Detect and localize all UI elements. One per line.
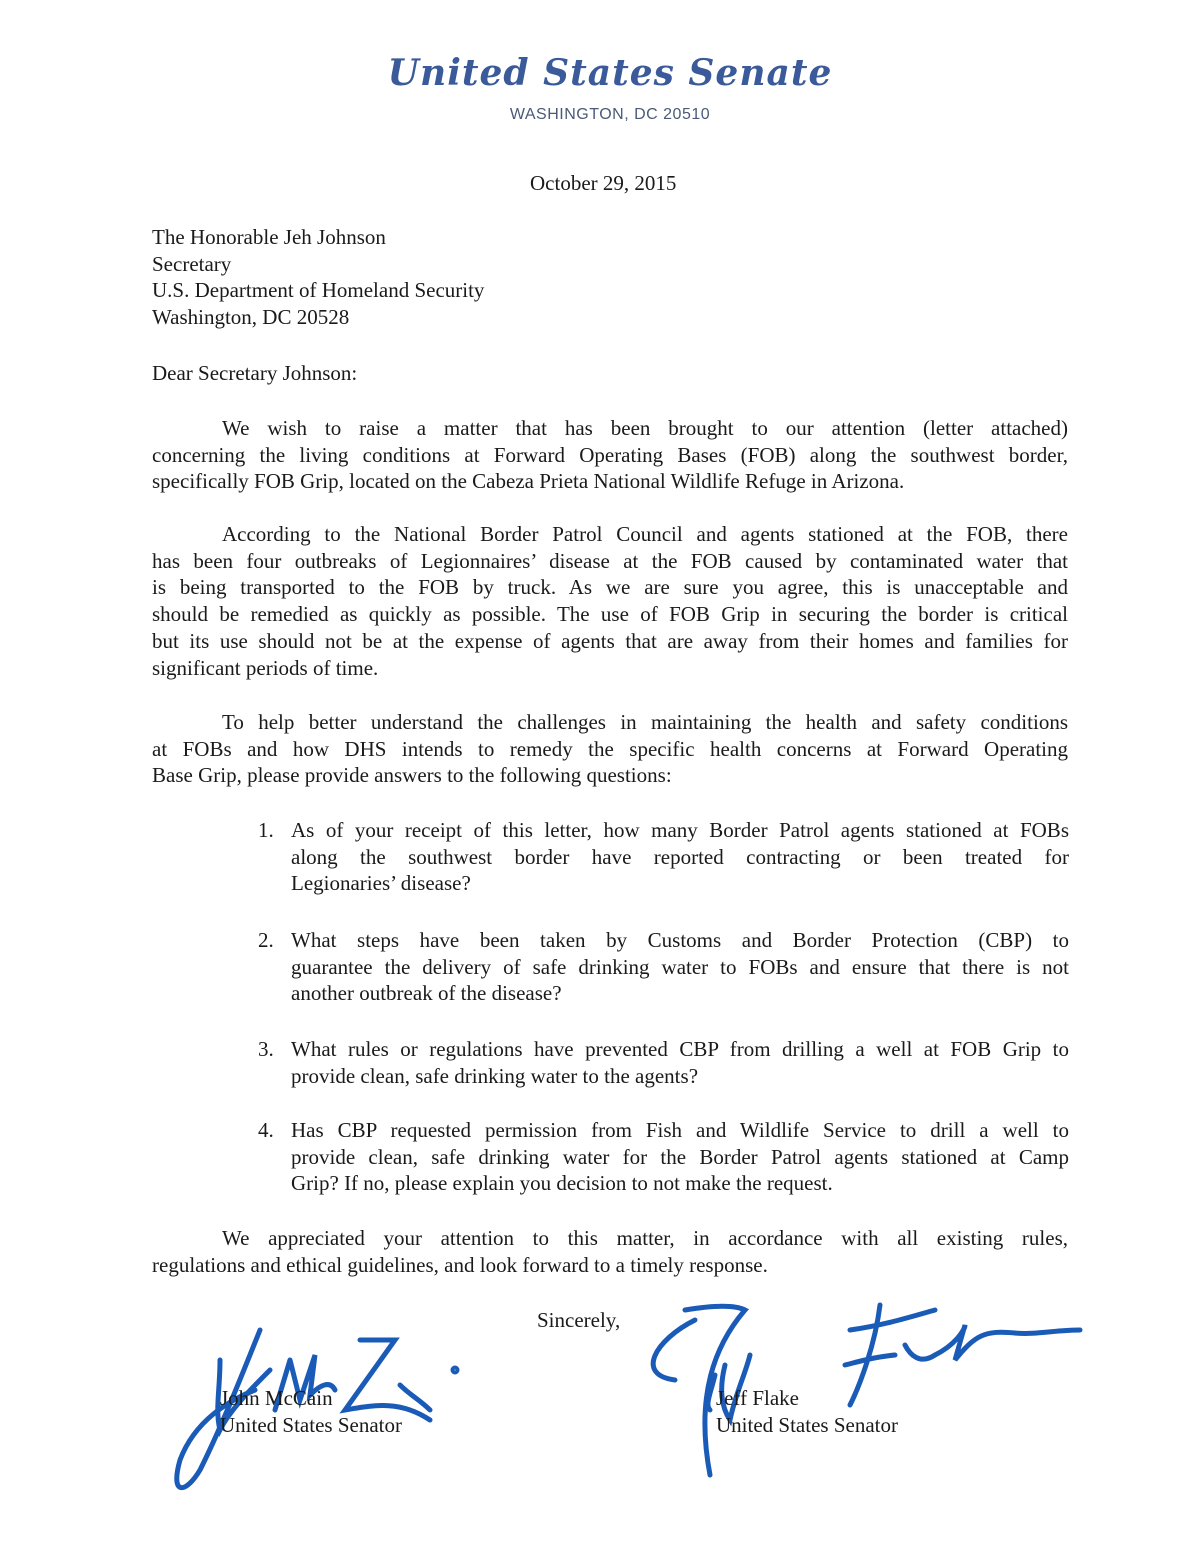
signatory-title: United States Senator	[716, 1412, 898, 1437]
text-line: As of your receipt of this letter, how many Border Patrol agents stationed at FOBs	[291, 818, 1069, 842]
text-line: provide clean, safe drinking water for the Border Patrol agents stationed at Camp	[291, 1144, 1069, 1169]
question-1	[291, 817, 1069, 897]
signatory-title: United States Senator	[220, 1412, 402, 1437]
text-line: is being transported to the FOB by truck. As we are sure you agree, this is unacceptable and	[152, 575, 1068, 600]
text-line: According to the National Border Patrol Council and agents stationed at the FOB, there	[222, 522, 1068, 546]
text-line: but its use should not be at the expense of agents that are away from their homes and families for	[152, 628, 1068, 653]
question-2	[291, 927, 1069, 1007]
recipient-line: Washington, DC 20528	[152, 305, 350, 330]
text-line: To help better understand the challenges in maintaining the health and safety conditions	[222, 710, 1068, 734]
question-number: 4.	[258, 1118, 274, 1142]
signatory-name: John McCain	[220, 1386, 333, 1410]
question-4	[291, 1117, 1069, 1197]
closing: Sincerely,	[537, 1308, 621, 1332]
letterhead-address: WASHINGTON, DC 20510	[509, 106, 711, 123]
text-line: significant periods of time.	[152, 655, 379, 680]
recipient-line: Secretary	[152, 251, 232, 276]
text-line: along the southwest border have reported contracting or been treated for	[291, 844, 1069, 869]
text-line: concerning the living conditions at Forward Operating Bases (FOB) along the southwest border,	[152, 442, 1068, 467]
paragraph-1	[152, 415, 1068, 495]
text-line: guarantee the delivery of safe drinking water to FOBs and ensure that there is not	[291, 954, 1069, 979]
signatory-mccain	[220, 1385, 402, 1438]
signatory-flake	[716, 1385, 898, 1438]
letterhead-title: United States Senate	[387, 52, 833, 94]
text-line: Has CBP requested permission from Fish and Wildlife Service to drill a well to	[291, 1118, 1069, 1142]
text-line: regulations and ethical guidelines, and look forward to a timely response.	[152, 1252, 768, 1277]
letter-date: October 29, 2015	[530, 171, 677, 195]
question-number: 3.	[258, 1037, 274, 1061]
recipient-line: U.S. Department of Homeland Security	[152, 278, 485, 303]
question-number: 2.	[258, 928, 274, 952]
question-3	[291, 1036, 1069, 1089]
text-line: specifically FOB Grip, located on the Cabeza Prieta National Wildlife Refuge in Arizona.	[152, 469, 905, 494]
text-line: Base Grip, please provide answers to the following questions:	[152, 763, 672, 788]
text-line: We wish to raise a matter that has been brought to our attention (letter attached)	[222, 416, 1068, 440]
text-line: Grip? If no, please explain you decision to not make the request.	[291, 1171, 833, 1196]
paragraph-3	[152, 709, 1068, 789]
text-line: We appreciated your attention to this matter, in accordance with all existing rules,	[222, 1226, 1068, 1250]
text-line: provide clean, safe drinking water to the agents?	[291, 1063, 699, 1088]
paragraph-2	[152, 521, 1068, 681]
paragraph-closing	[152, 1225, 1068, 1278]
text-line: What rules or regulations have prevented CBP from drilling a well at FOB Grip to	[291, 1037, 1069, 1061]
recipient-line: The Honorable Jeh Johnson	[152, 225, 386, 249]
text-line: Legionaries’ disease?	[291, 871, 471, 896]
salutation: Dear Secretary Johnson:	[152, 361, 358, 385]
text-line: at FOBs and how DHS intends to remedy the specific health concerns at Forward Operating	[152, 736, 1068, 761]
text-line: has been four outbreaks of Legionnaires’ disease at the FOB caused by contaminated water that	[152, 548, 1068, 573]
text-line: What steps have been taken by Customs and Border Protection (CBP) to	[291, 928, 1069, 952]
text-line: another outbreak of the disease?	[291, 981, 562, 1006]
question-number: 1.	[258, 818, 274, 842]
recipient-address	[152, 224, 484, 331]
signatory-name: Jeff Flake	[716, 1386, 800, 1410]
text-line: should be remedied as quickly as possible. The use of FOB Grip in securing the border is critical	[152, 602, 1068, 627]
